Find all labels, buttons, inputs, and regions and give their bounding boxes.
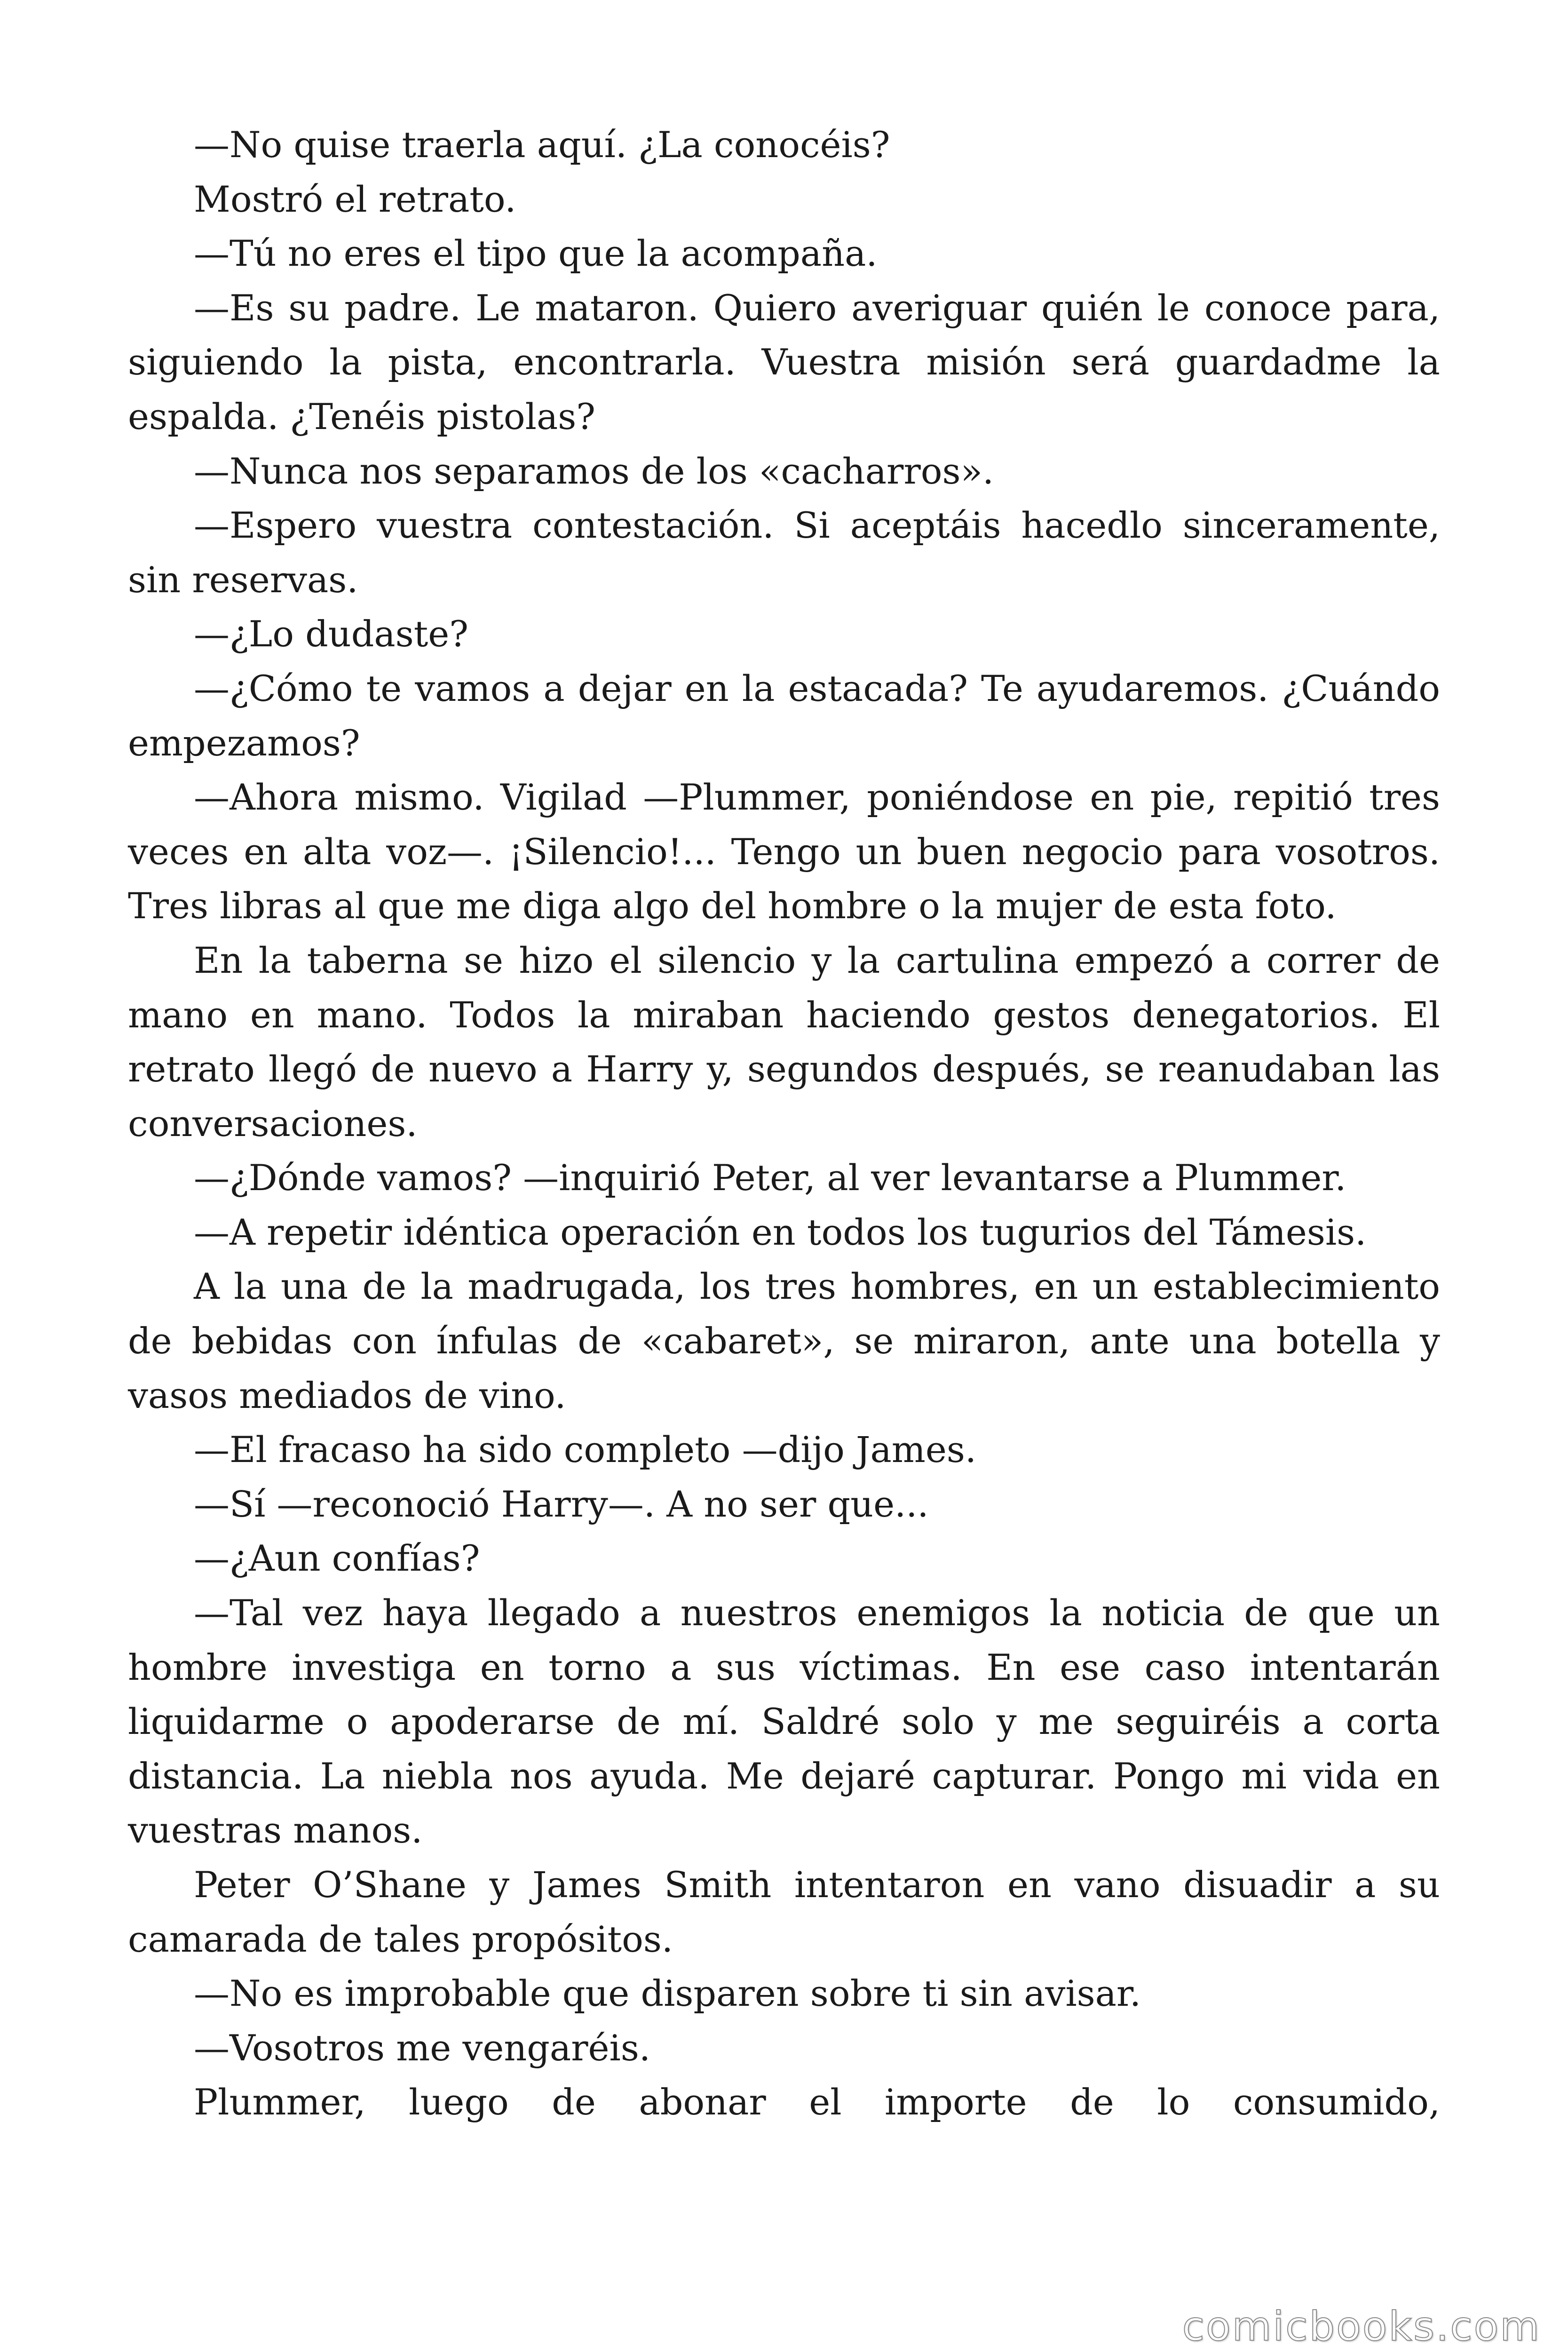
paragraph: Mostró el retrato. <box>194 178 516 220</box>
paragraph: —¿Aun confías? <box>194 1537 480 1580</box>
paragraph: —¿Lo dudaste? <box>194 613 468 655</box>
paragraph: —¿Dónde vamos? —inquirió Peter, al ver levantarse a Plummer. <box>194 1157 1346 1199</box>
paragraph: A la una de la madrugada, los tres hombres, en un establecimiento de bebidas con ínfulas de «cabaret», se miraron, ante una botella y vasos mediados de vino. <box>128 1265 1440 1416</box>
paragraph: En la taberna se hizo el silencio y la cartulina empezó a correr de mano en mano. Todos la miraban haciendo gestos denegatorios. El retrato llegó de nuevo a Harry y, segundos después, se reanudaban las conversaciones. <box>128 939 1440 1144</box>
paragraph: —Espero vuestra contestación. Si aceptáis hacedlo sinceramente, sin reservas. <box>128 504 1440 601</box>
paragraph: —A repetir idéntica operación en todos los tugurios del Támesis. <box>194 1211 1367 1253</box>
paragraph: —No es improbable que disparen sobre ti sin avisar. <box>194 1972 1141 2015</box>
paragraph: —Es su padre. Le mataron. Quiero averiguar quién le conoce para, siguiendo la pista, encontrarla. Vuestra misión será guardadme la espalda. ¿Tenéis pistolas? <box>128 286 1440 437</box>
paragraph: —Tú no eres el tipo que la acompaña. <box>194 232 878 275</box>
paragraph: —Vosotros me vengaréis. <box>194 2026 651 2069</box>
paragraph: —Ahora mismo. Vigilad —Plummer, poniéndose en pie, repitió tres veces en alta voz—. ¡Silencio!... Tengo un buen negocio para vosotros. Tres libras al que me diga algo del hombre o la mujer de esta foto. <box>128 776 1440 927</box>
paragraph: —¿Cómo te vamos a dejar en la estacada? Te ayudaremos. ¿Cuándo empezamos? <box>128 667 1440 764</box>
paragraph: Peter O’Shane y James Smith intentaron en vano disuadir a su camarada de tales propósitos. <box>128 1864 1440 1960</box>
paragraph: —El fracaso ha sido completo —dijo James. <box>194 1429 976 1471</box>
paragraph: —Sí —reconoció Harry—. A no ser que... <box>194 1483 929 1525</box>
paragraph: Plummer, luego de abonar el importe de lo consumido, <box>194 2081 1440 2123</box>
watermark: comicbooks.com <box>1182 2303 1541 2350</box>
paragraph: —Nunca nos separamos de los «cacharros». <box>194 450 994 492</box>
paragraph: —No quise traerla aquí. ¿La conocéis? <box>194 124 890 166</box>
paragraph: —Tal vez haya llegado a nuestros enemigos la noticia de que un hombre investiga en torno a sus víctimas. En ese caso intentarán liquidarme o apoderarse de mí. Saldré solo y me seguiréis a corta distancia. La niebla nos ayuda. Me dejaré capturar. Pongo mi vida en vuestras manos. <box>128 1592 1440 1851</box>
book-page <box>128 118 1440 2130</box>
